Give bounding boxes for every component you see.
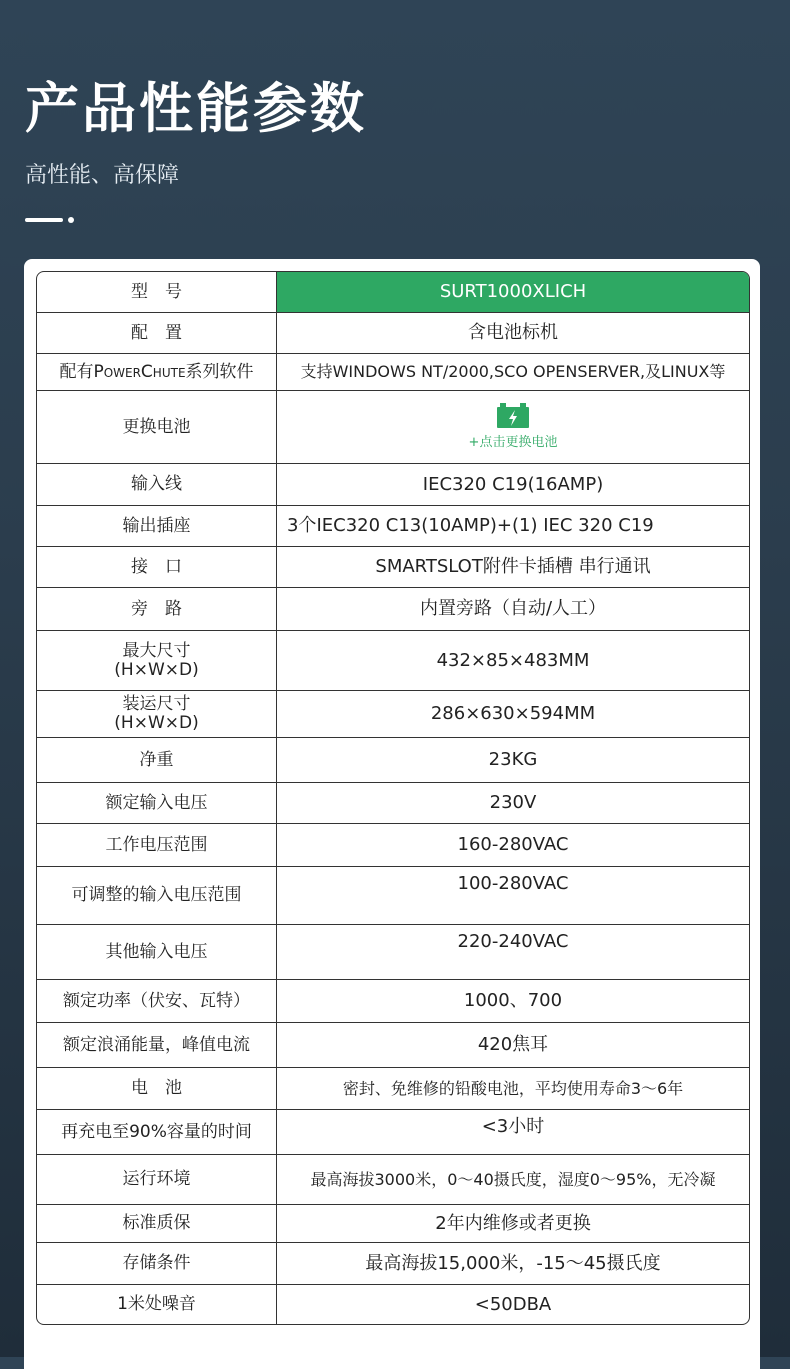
table-row (37, 588, 749, 631)
table-row (37, 738, 749, 783)
spec-label: 1米处噪音 (37, 1285, 277, 1324)
spec-table (36, 271, 750, 1325)
spec-label: 配 置 (37, 313, 277, 353)
spec-label: 型 号 (37, 272, 277, 312)
spec-value: 2年内维修或者更换 (435, 1212, 591, 1234)
spec-label: 更换电池 (37, 391, 277, 463)
table-row (37, 272, 749, 313)
spec-label: 运行环境 (37, 1155, 277, 1204)
page-title: 产品性能参数 (25, 77, 367, 140)
spec-value: SURT1000XLICH (277, 272, 749, 312)
spec-value: 1000、700 (463, 990, 563, 1012)
table-row (37, 313, 749, 354)
spec-value: 420焦耳 (477, 1034, 549, 1056)
spec-label: 标准质保 (37, 1205, 277, 1242)
spec-value: 286×630×594MM (430, 703, 596, 725)
spec-label (37, 631, 277, 690)
spec-value: <3小时 (481, 1116, 545, 1137)
spec-value: 23KG (488, 749, 538, 771)
table-row (37, 631, 749, 691)
spec-label: 输出插座 (37, 506, 277, 546)
table-row (37, 391, 749, 464)
title-decoration (25, 216, 85, 224)
spec-label: 额定功率（伏安、瓦特） (37, 980, 277, 1022)
spec-label: 旁 路 (37, 588, 277, 630)
spec-label-brand: PowerChute (93, 361, 186, 382)
spec-label-line: (H×W×D) (114, 713, 199, 733)
table-row (37, 547, 749, 588)
spec-label-prefix: 配有 (59, 361, 94, 382)
table-row (37, 867, 749, 925)
spec-label: 电 池 (37, 1068, 277, 1109)
spec-value: 最高海拔15,000米，-15～45摄氏度 (365, 1252, 661, 1274)
table-row (37, 1205, 749, 1243)
table-row (37, 1068, 749, 1110)
table-row (37, 1023, 749, 1068)
table-row (37, 824, 749, 867)
spec-label-line: 装运尺寸 (122, 694, 191, 715)
spec-value: 100-280VAC (457, 873, 569, 894)
table-row (37, 783, 749, 824)
spec-label-line: 最大尺寸 (122, 640, 191, 661)
battery-charge-icon (497, 403, 529, 429)
spec-value: 内置旁路（自动/人工） (419, 598, 607, 620)
table-row (37, 1155, 749, 1205)
spec-label: 可调整的输入电压范围 (37, 867, 277, 924)
spec-value: 3个IEC320 C13(10AMP)+(1) IEC 320 C19 (287, 515, 654, 537)
spec-value: 220-240VAC (457, 931, 569, 952)
spec-value: 最高海拔3000米，0～40摄氏度，湿度0～95%，无冷凝 (310, 1169, 716, 1189)
table-row (37, 1243, 749, 1285)
spec-label-line: (H×W×D) (114, 659, 199, 680)
table-row (37, 1110, 749, 1155)
table-row (37, 691, 749, 738)
table-row (37, 464, 749, 506)
spec-label (37, 691, 277, 737)
spec-label: 接 口 (37, 547, 277, 587)
spec-value: 含电池标机 (468, 322, 558, 344)
spec-label: 输入线 (37, 464, 277, 505)
table-row (37, 925, 749, 980)
spec-value: 160-280VAC (457, 834, 569, 856)
spec-label: 净重 (37, 738, 277, 782)
spec-label-suffix: 系列软件 (185, 361, 254, 382)
spec-label: 其他输入电压 (37, 925, 277, 979)
spec-value: 密封、免维修的铅酸电池，平均使用寿命3～6年 (342, 1078, 684, 1098)
spec-card (24, 259, 760, 1369)
spec-label: 额定浪涌能量，峰值电流 (37, 1023, 277, 1067)
spec-label: 额定输入电压 (37, 783, 277, 823)
spec-label: 存储条件 (37, 1243, 277, 1284)
spec-value: IEC320 C19(16AMP) (422, 473, 604, 495)
table-row (37, 354, 749, 391)
spec-value: 230V (489, 792, 537, 814)
page-subtitle: 高性能、高保障 (25, 163, 180, 188)
table-row (37, 980, 749, 1023)
spec-value: 支持WINDOWS NT/2000,SCO OPENSERVER,及LINUX等 (300, 362, 726, 382)
spec-label: 再充电至90%容量的时间 (37, 1110, 277, 1154)
spec-value: SMARTSLOT附件卡插槽 串行通讯 (375, 556, 651, 578)
spec-value: 432×85×483MM (436, 649, 590, 671)
spec-label: 工作电压范围 (37, 824, 277, 866)
table-row (37, 1285, 749, 1324)
table-row (37, 506, 749, 547)
spec-value: <50DBA (474, 1293, 552, 1315)
spec-label (37, 354, 277, 390)
replace-battery-button[interactable] (277, 391, 749, 463)
replace-battery-link[interactable]: +点击更换电池 (468, 435, 558, 451)
